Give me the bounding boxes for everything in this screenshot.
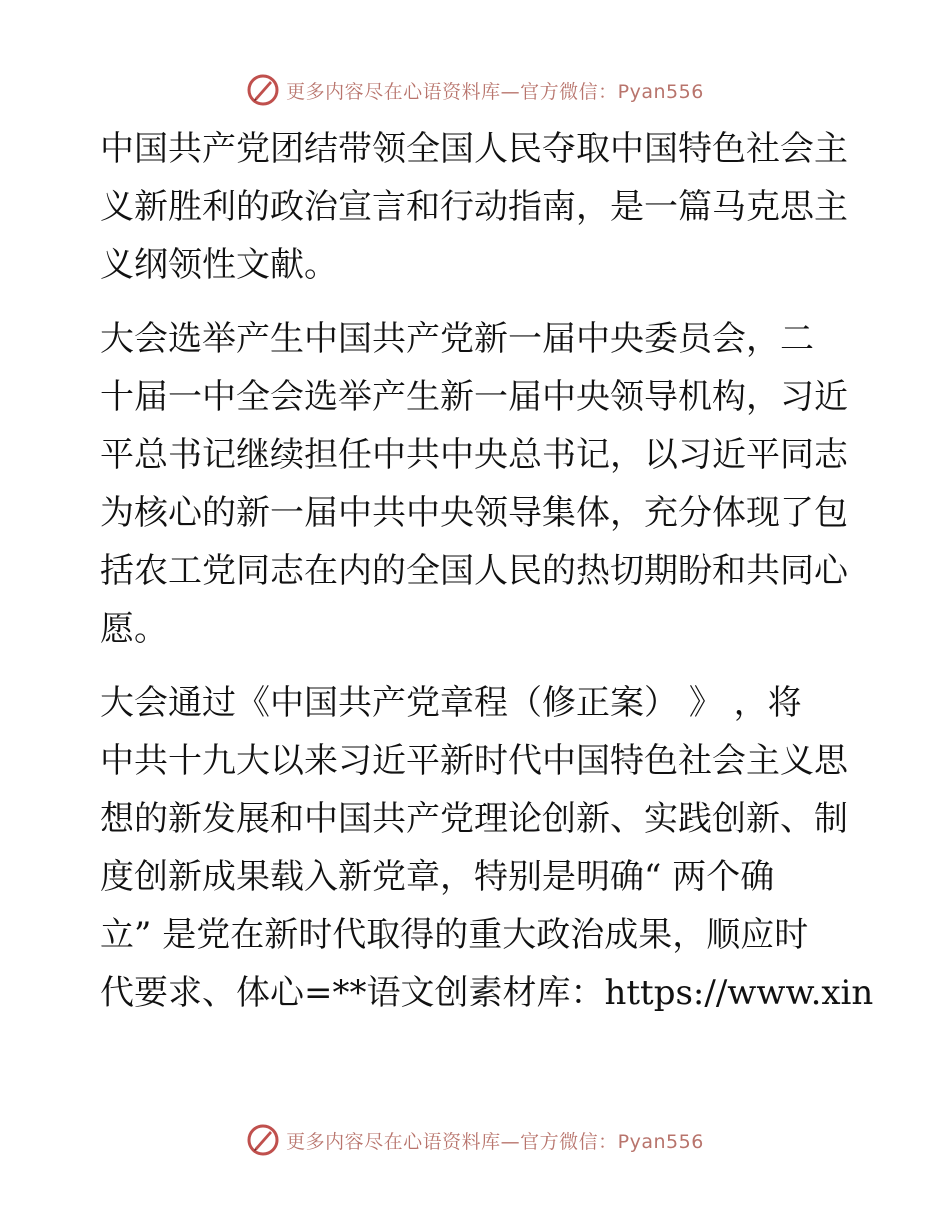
text-line: 想的新发展和中国共产党理论创新、实践创新、制 [100, 799, 848, 839]
text-line: 代要求、体心=**语文创素材库：https://www.xin [100, 973, 874, 1013]
text-line: 义新胜利的政治宣言和行动指南，是一篇马克思主 [100, 187, 848, 227]
quill-logo-icon [246, 73, 280, 107]
text-line: 义纲领性文献。 [100, 245, 338, 285]
header-watermark [0, 70, 950, 110]
text-line: 大会通过《中国共产党章程（修正案） 》 ，将 [100, 683, 802, 723]
paragraph-gap [100, 658, 860, 674]
paragraph-gap [100, 294, 860, 310]
watermark-text: 更多内容尽在心语资料库—官方微信：Pyan556 [286, 80, 704, 103]
text-line: 中国共产党团结带领全国人民夺取中国特色社会主 [100, 129, 848, 169]
text-line: 十届一中全会选举产生新一届中央领导机构，习近 [100, 377, 848, 417]
text-line: 大会选举产生中国共产党新一届中央委员会，二 [100, 319, 814, 359]
paragraph-1 [100, 120, 860, 294]
text-line: 为核心的新一届中共中央领导集体，充分体现了包 [100, 493, 848, 533]
text-line: 度创新成果载入新党章，特别是明确“ 两个确 [100, 857, 775, 897]
document-body [100, 120, 874, 1022]
paragraph-2 [100, 310, 860, 658]
text-line: 立” 是党在新时代取得的重大政治成果，顺应时 [100, 915, 809, 955]
text-line: 愿。 [100, 609, 168, 649]
text-line: 中共十九大以来习近平新时代中国特色社会主义思 [100, 741, 848, 781]
watermark-text: 更多内容尽在心语资料库—官方微信：Pyan556 [286, 1130, 704, 1153]
footer-watermark [0, 1120, 950, 1160]
text-line: 平总书记继续担任中共中央总书记，以习近平同志 [100, 435, 848, 475]
paragraph-3 [100, 674, 874, 1022]
quill-logo-icon [246, 1123, 280, 1157]
text-line: 括农工党同志在内的全国人民的热切期盼和共同心 [100, 551, 848, 591]
